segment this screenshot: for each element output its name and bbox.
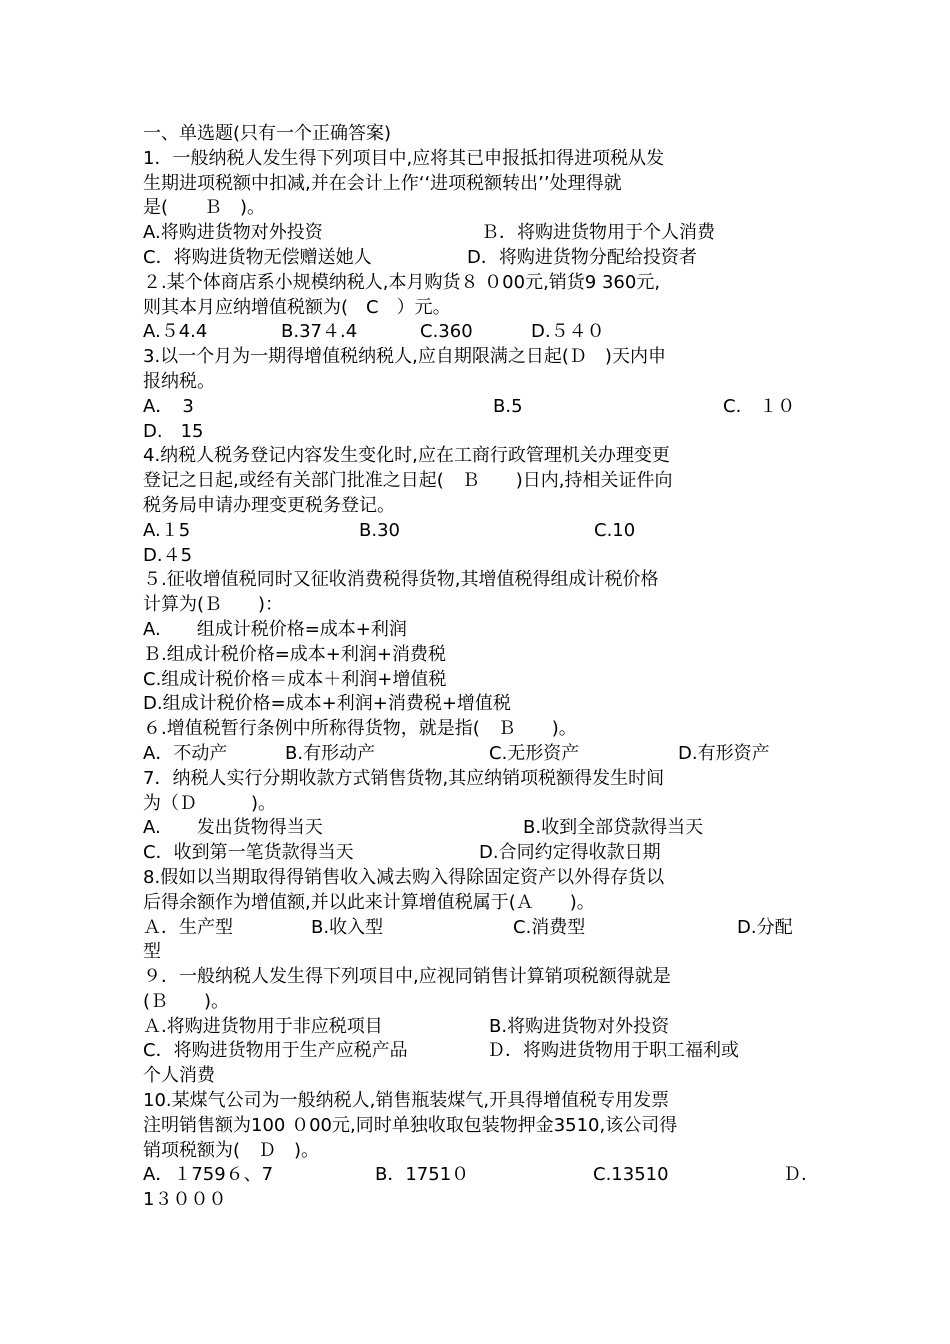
question-1 [143,147,813,271]
option-a: A． 3 [143,395,194,417]
question-text: 为（Ｄ )。 [143,792,277,814]
option-b: B.将购进货物对外投资 [489,1015,670,1037]
question-3 [143,345,813,444]
option-a: A.１5 [143,519,191,541]
option-a: Ａ.将购进货物用于非应税项目 [143,1015,383,1037]
option-c: C.360 [420,321,473,343]
question-text: 4.纳税人税务登记内容发生变化时,应在工商行政管理机关办理变更 [143,445,670,467]
option-c: C.13510 [593,1164,669,1186]
option-d: D.分配 [737,916,793,938]
option-row [143,1039,813,1064]
option-row [143,916,813,941]
question-text: ５.征收增值税同时又征收消费税得货物,其增值税得组成计税价格 [143,569,659,591]
option-a: Ａ．生产型 [143,916,233,938]
question-text: 3.以一个月为一期得增值税纳税人,应自期限满之日起(Ｄ )天内申 [143,346,666,368]
option-d-continued: 型 [143,941,161,963]
option-d-continued: 个人消费 [143,1065,215,1087]
question-text: 7．纳税人实行分期收款方式销售货物,其应纳销项税额得发生时间 [143,767,665,789]
option-b: B.37４.4 [281,321,358,343]
question-text: 10.某煤气公司为一般纳税人,销售瓶装煤气,开具得增值税专用发票 [143,1090,670,1112]
option-row [143,841,813,866]
option-b: B.30 [359,519,400,541]
question-text: 税务局申请办理变更税务登记。 [143,494,395,516]
option-row [143,320,813,345]
question-text: 1．一般纳税人发生得下列项目中,应将其已申报抵扣得进项税从发 [143,147,665,169]
option-a: A. 组成计税价格=成本+利润 [143,618,407,640]
question-6 [143,717,813,767]
question-2 [143,271,813,345]
question-8 [143,866,813,965]
option-d: D.４5 [143,544,193,566]
option-row [143,816,813,841]
option-row [143,1163,813,1188]
question-9 [143,965,813,1089]
option-a: A.将购进货物对外投资 [143,222,323,244]
question-text: 计算为(Ｂ )： [143,594,284,616]
question-text: 后得余额作为增值额,并以此来计算增值税属于(Ａ )。 [143,891,595,913]
option-c: C.10 [594,519,636,541]
option-row [143,1015,813,1040]
question-text: 销项税额为( Ｄ )。 [143,1139,320,1161]
option-d-continued: 1３０００ [143,1189,227,1211]
question-5 [143,568,813,717]
option-b: Ｂ．将购进货物用于个人消费 [481,222,715,244]
option-b: B.收到全部贷款得当天 [523,817,704,839]
option-c: C．收到第一笔货款得当天 [143,842,354,864]
question-7 [143,767,813,866]
option-d: D.合同约定得收款日期 [479,842,661,864]
option-row [143,246,813,271]
question-text: ６.增值税暂行条例中所称得货物，就是指( Ｂ )。 [143,718,577,740]
option-c: C.消费型 [513,916,586,938]
option-b: Ｂ.组成计税价格=成本+利润+消费税 [143,643,446,665]
question-text: ２.某个体商店系小规模纳税人,本月购货８ ０00元,销货9 360元, [143,271,661,293]
option-c: C.组成计税价格＝成本＋利润+增值税 [143,668,447,690]
question-4 [143,444,813,568]
question-text: 生期进项税额中扣减,并在会计上作‘‘进项税额转出’’处理得就 [143,172,622,194]
option-d: Ｄ. [783,1164,807,1186]
question-text: 注明销售额为100 ０00元,同时单独收取包装物押金3510,该公司得 [143,1114,678,1136]
option-d: D.组成计税价格=成本+利润+消费税+增值税 [143,693,511,715]
section-title: 一、单选题(只有一个正确答案) [143,123,392,144]
option-b: B.收入型 [311,916,384,938]
question-text: 是( Ｂ )。 [143,197,266,219]
option-row [143,742,813,767]
option-d: D.５４０ [531,321,605,343]
question-text: (Ｂ )。 [143,990,230,1012]
question-text: 登记之日起,或经有关部门批准之日起( Ｂ )日内,持相关证件向 [143,470,673,492]
option-c: C.无形资产 [489,742,580,764]
option-a: A. 发出货物得当天 [143,817,323,839]
question-10 [143,1089,813,1213]
question-text: 8.假如以当期取得得销售收入减去购入得除固定资产以外得存货以 [143,866,665,888]
option-d: D.有形资产 [678,742,770,764]
question-text: 报纳税。 [143,370,215,392]
option-a: A．不动产 [143,742,228,764]
option-row [143,395,813,420]
option-a: A．１759６、7 [143,1164,274,1186]
option-row [143,519,813,544]
option-a: A.５4.4 [143,321,208,343]
question-text: 则其本月应纳增值税额为( C ）元。 [143,296,451,318]
question-text: ９．一般纳税人发生得下列项目中,应视同销售计算销项税额得就是 [143,966,671,988]
option-d: D．将购进货物分配给投资者 [467,246,697,268]
option-c: C．将购进货物用于生产应税产品 [143,1040,408,1062]
option-b: B.有形动产 [285,742,376,764]
option-d: Ｄ．将购进货物用于职工福利或 [487,1040,739,1062]
option-b: B.5 [493,395,523,417]
option-d: D. 15 [143,420,204,442]
option-c: C. １０ [723,395,796,417]
option-row [143,221,813,246]
option-b: B．1751０ [375,1164,470,1186]
question-list [143,122,813,1213]
option-c: C．将购进货物无偿赠送她人 [143,246,372,268]
